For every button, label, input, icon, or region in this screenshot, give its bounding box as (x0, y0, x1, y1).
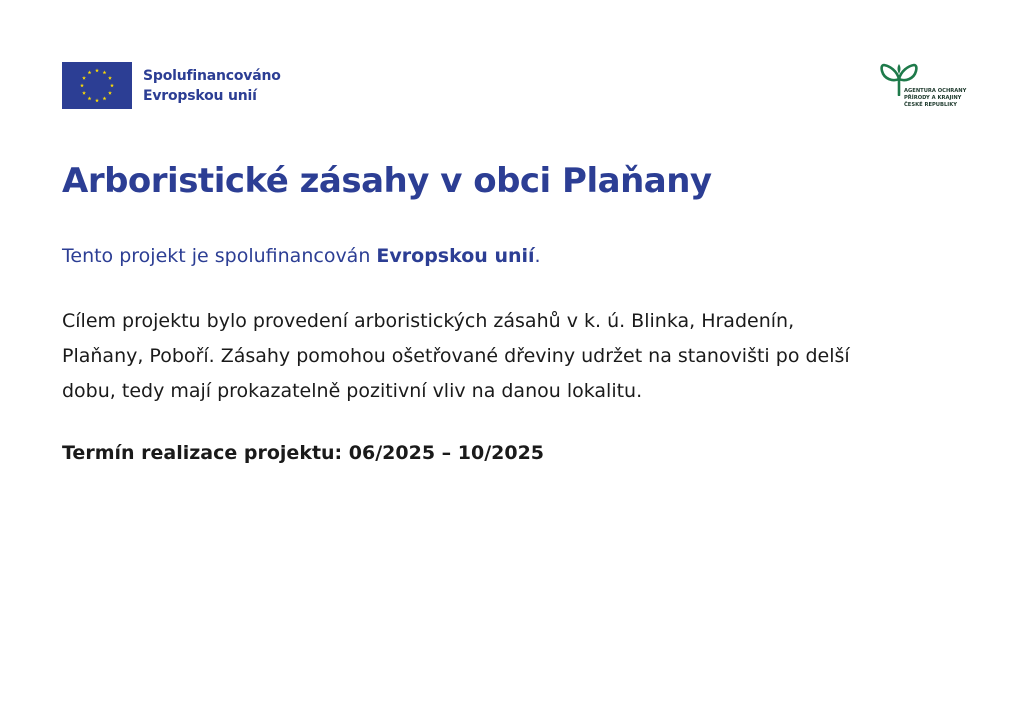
aopk-text-line3: ČESKÉ REPUBLIKY (904, 102, 957, 108)
cofinancing-prefix: Tento projekt je spolufinancován (62, 245, 377, 267)
cofinancing-statement (62, 241, 541, 271)
project-description (62, 304, 972, 409)
eu-cofinancing-logo (62, 62, 281, 109)
eu-cofinancing-text (143, 66, 281, 106)
aopk-agency-logo (878, 62, 970, 112)
aopk-agency-text (904, 88, 966, 109)
eu-flag-icon (62, 62, 132, 109)
aopk-text-line2: PŘÍRODY A KRAJINY (904, 95, 962, 101)
aopk-text-line1: AGENTURA OCHRANY (904, 88, 967, 94)
eu-text-line1: Spolufinancováno (143, 67, 281, 84)
page-title: Arboristické zásahy v obci Plaňany (62, 161, 712, 201)
description-line-1: Cílem projektu bylo provedení arboristických zásahů v k. ú. Blinka, Hradenín, (62, 310, 795, 332)
eu-text-line2: Evropskou unií (143, 87, 257, 104)
cofinancing-eu-name: Evropskou unií (376, 245, 535, 267)
cofinancing-suffix: . (534, 245, 541, 267)
description-line-2: Plaňany, Poboří. Zásahy pomohou ošetřované dřeviny udržet na stanovišti po delší (62, 345, 850, 367)
project-term: Termín realizace projektu: 06/2025 – 10/2025 (62, 442, 545, 464)
description-line-3: dobu, tedy mají prokazatelně pozitivní vliv na danou lokalitu. (62, 380, 643, 402)
